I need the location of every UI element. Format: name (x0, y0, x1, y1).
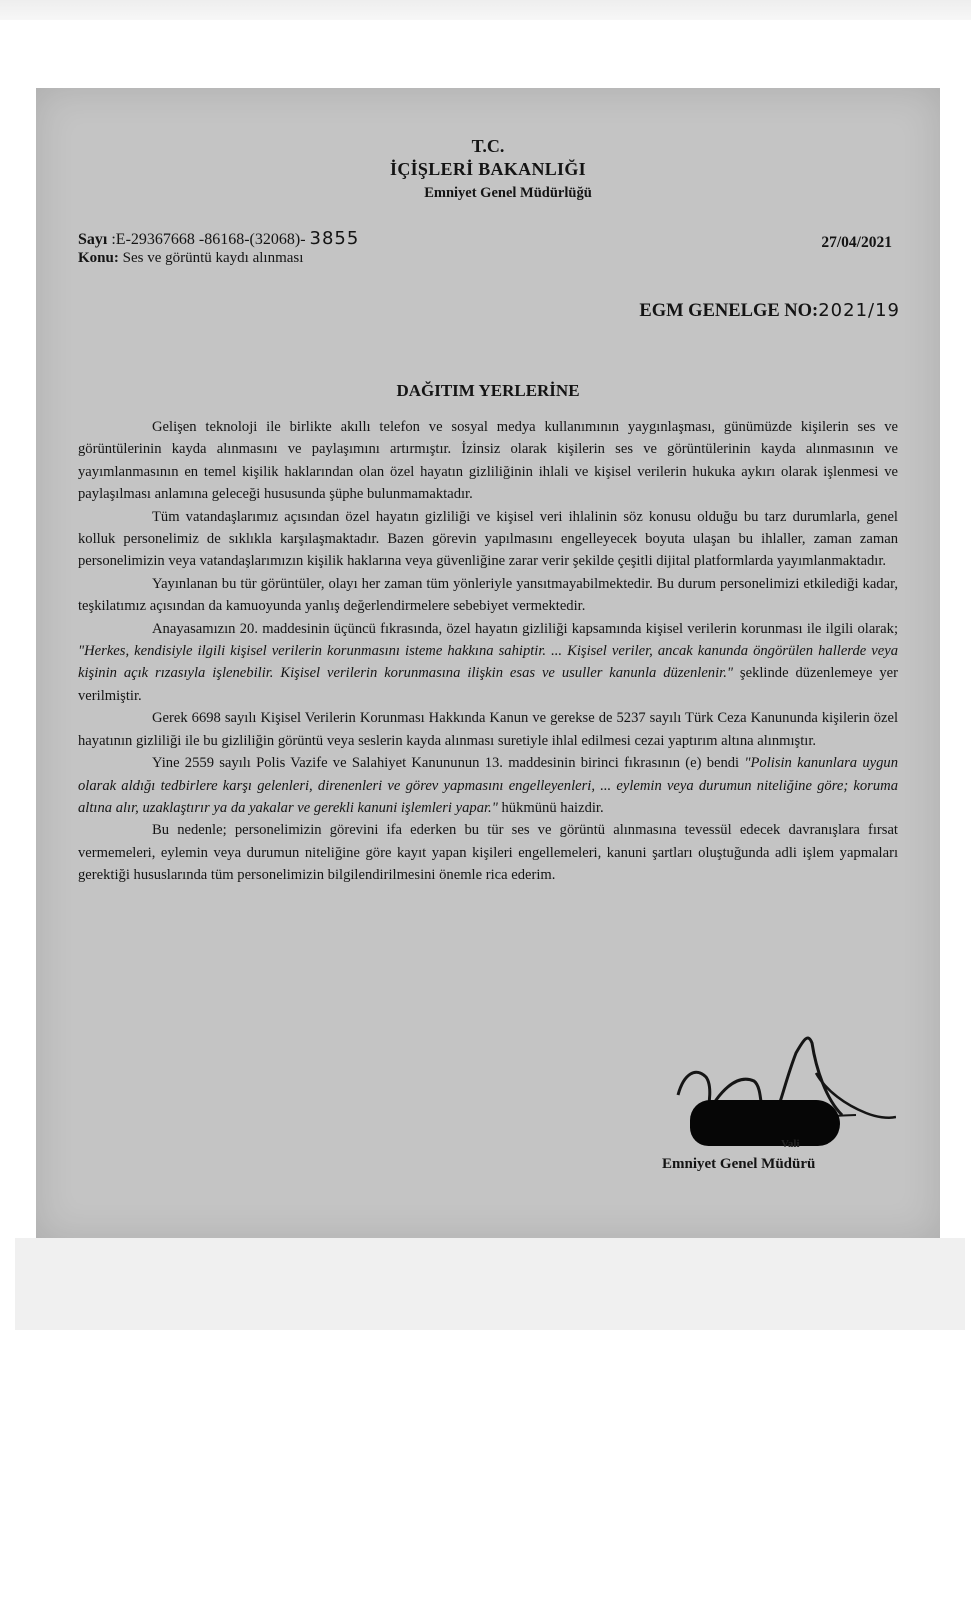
scan-edge-top (0, 0, 971, 20)
paragraph-2: Tüm vatandaşlarımız açısından özel hayatın gizliliği ve kişisel veri ihlalinin söz konusu olduğu bu tarz durumlarla, genel kolluk personelimiz de sıklıkla karşılaşmaktadır. Bazen görevin yapılmasını engelleyecek boyuta ulaşan bu ihlaller, zaman zaman personelimizin veya vatandaşlarımızın kişilik haklarına veya güvenliğine zarar verir şekilde çeşitli dijital platformlarda yayımlanmaktadır. (78, 508, 898, 570)
paragraph-4-end: şeklinde düzenlemeye yer verilmiştir. (78, 665, 899, 704)
paragraph-4 (78, 618, 898, 708)
konu-label: Konu: (78, 250, 119, 266)
konu-value: Ses ve görüntü kaydı alınması (122, 250, 304, 266)
redaction-mark (690, 1100, 840, 1146)
genelge-handwritten: 2021/19 (818, 300, 900, 321)
sayi-label: Sayı (78, 231, 108, 248)
constitution-quote: "Herkes, kendisiyle ilgili kişisel verilerin korunmasını isteme hakkına sahiptir. ... Kişisel veriler, ancak kanunda öngörülen hallerde veya kişinin açık rızasıyla işlenebilir. Kişisel verilerin korunmasına ilişkin esas ve usuller kanunla düzenlenir." (78, 643, 898, 682)
genelge-label: EGM GENELGE NO: (639, 301, 819, 321)
recipients-title: DAĞITIM YERLERİNE (396, 381, 580, 400)
signer-role: Emniyet Genel Müdürü (662, 1156, 816, 1172)
paragraph-1: Gelişen teknoloji ile birlikte akıllı telefon ve sosyal medya kullanımının yaygınlaşması, günümüzde kişilerin ses ve görüntülerinin kayda alınmasını ve paylaşımını artırmıştır. İzinsiz olarak kişilerin ses ve görüntülerinin kayda alınmasının ve yayımlanmasının en temel kişilik haklarından olan özel hayatın gizliliğinin ihlali ve kişisel verilerin hukuka aykırı olarak işlenmesi ve paylaşılması anlamına geleceği hususunda şüphe bulunmamaktadır. (78, 419, 898, 503)
subject-line (78, 250, 303, 267)
reference-number (78, 228, 359, 249)
scan-edge-bottom (15, 1238, 965, 1330)
document-date: 27/04/2021 (821, 234, 892, 251)
paragraph-4-start: Anayasamızın 20. maddesinin üçüncü fıkrasında, özel hayatın gizliliği kapsamında kişisel verilerin korunması ile ilgili olarak; (152, 620, 898, 637)
circular-number (639, 300, 900, 322)
paragraph-6-end: hükmünü haizdir. (497, 799, 604, 816)
paragraph-6-start: Yine 2559 sayılı Polis Vazife ve Salahiyet Kanununun 13. maddesinin birinci fıkrasının (e) bendi (152, 755, 745, 772)
sayi-handwritten: 3855 (309, 228, 360, 249)
document-page (36, 88, 940, 1240)
header-tc: T.C. (471, 136, 505, 156)
paragraph-7: Bu nedenle; personelimizin görevini ifa ederken bu tür ses ve görüntü alınmasına tevessül edecek davranışlara fırsat vermemeleri, eylemin veya durumun niteliğine göre kayıt yapan kişileri engellemeleri, kanuni şartları oluştuğunda adli işlem yapmaları gerektiği hususlarında tüm personelimizin bilgilendirilmesini önemle rica ederim. (78, 822, 898, 884)
sayi-value: :E-29367668 -86168-(32068)- (111, 231, 306, 248)
police-law-quote: "Polisin kanunlara uygun olarak aldığı tedbirlere karşı gelenleri, direnenleri ve görev yapmasını engelleyenleri, ... eylemin veya durumun niteliğine göre; koruma altına alır, uzaklaştırır ya da yakalar ve gerekli kanuni işlemleri yapar." (78, 755, 899, 816)
signer-title-partial: Vali (781, 1138, 800, 1150)
paragraph-6 (78, 752, 898, 819)
paragraph-3: Yayınlanan bu tür görüntüler, olayı her zaman tüm yönleriyle yansıtmayabilmektedir. Bu durum personelimizi etkilediği kadar, teşkilatımız açısından da kamuoyunda yanlış değerlendirmelere sebebiyet vermektedir. (78, 575, 898, 615)
paragraph-5: Gerek 6698 sayılı Kişisel Verilerin Korunması Hakkında Kanun ve gerekse de 5237 sayılı Türk Ceza Kanununda kişilerin özel hayatının gizliliği ile bu gizliliğin görüntü veya seslerin kayda alınması suretiyle ihlal edilmesi cezai yaptırım altına alınmıştır. (78, 710, 898, 749)
header-directorate: Emniyet Genel Müdürlüğü (424, 185, 592, 201)
header-ministry: İÇİŞLERİ BAKANLIĞI (390, 159, 586, 179)
document-body (78, 416, 898, 887)
